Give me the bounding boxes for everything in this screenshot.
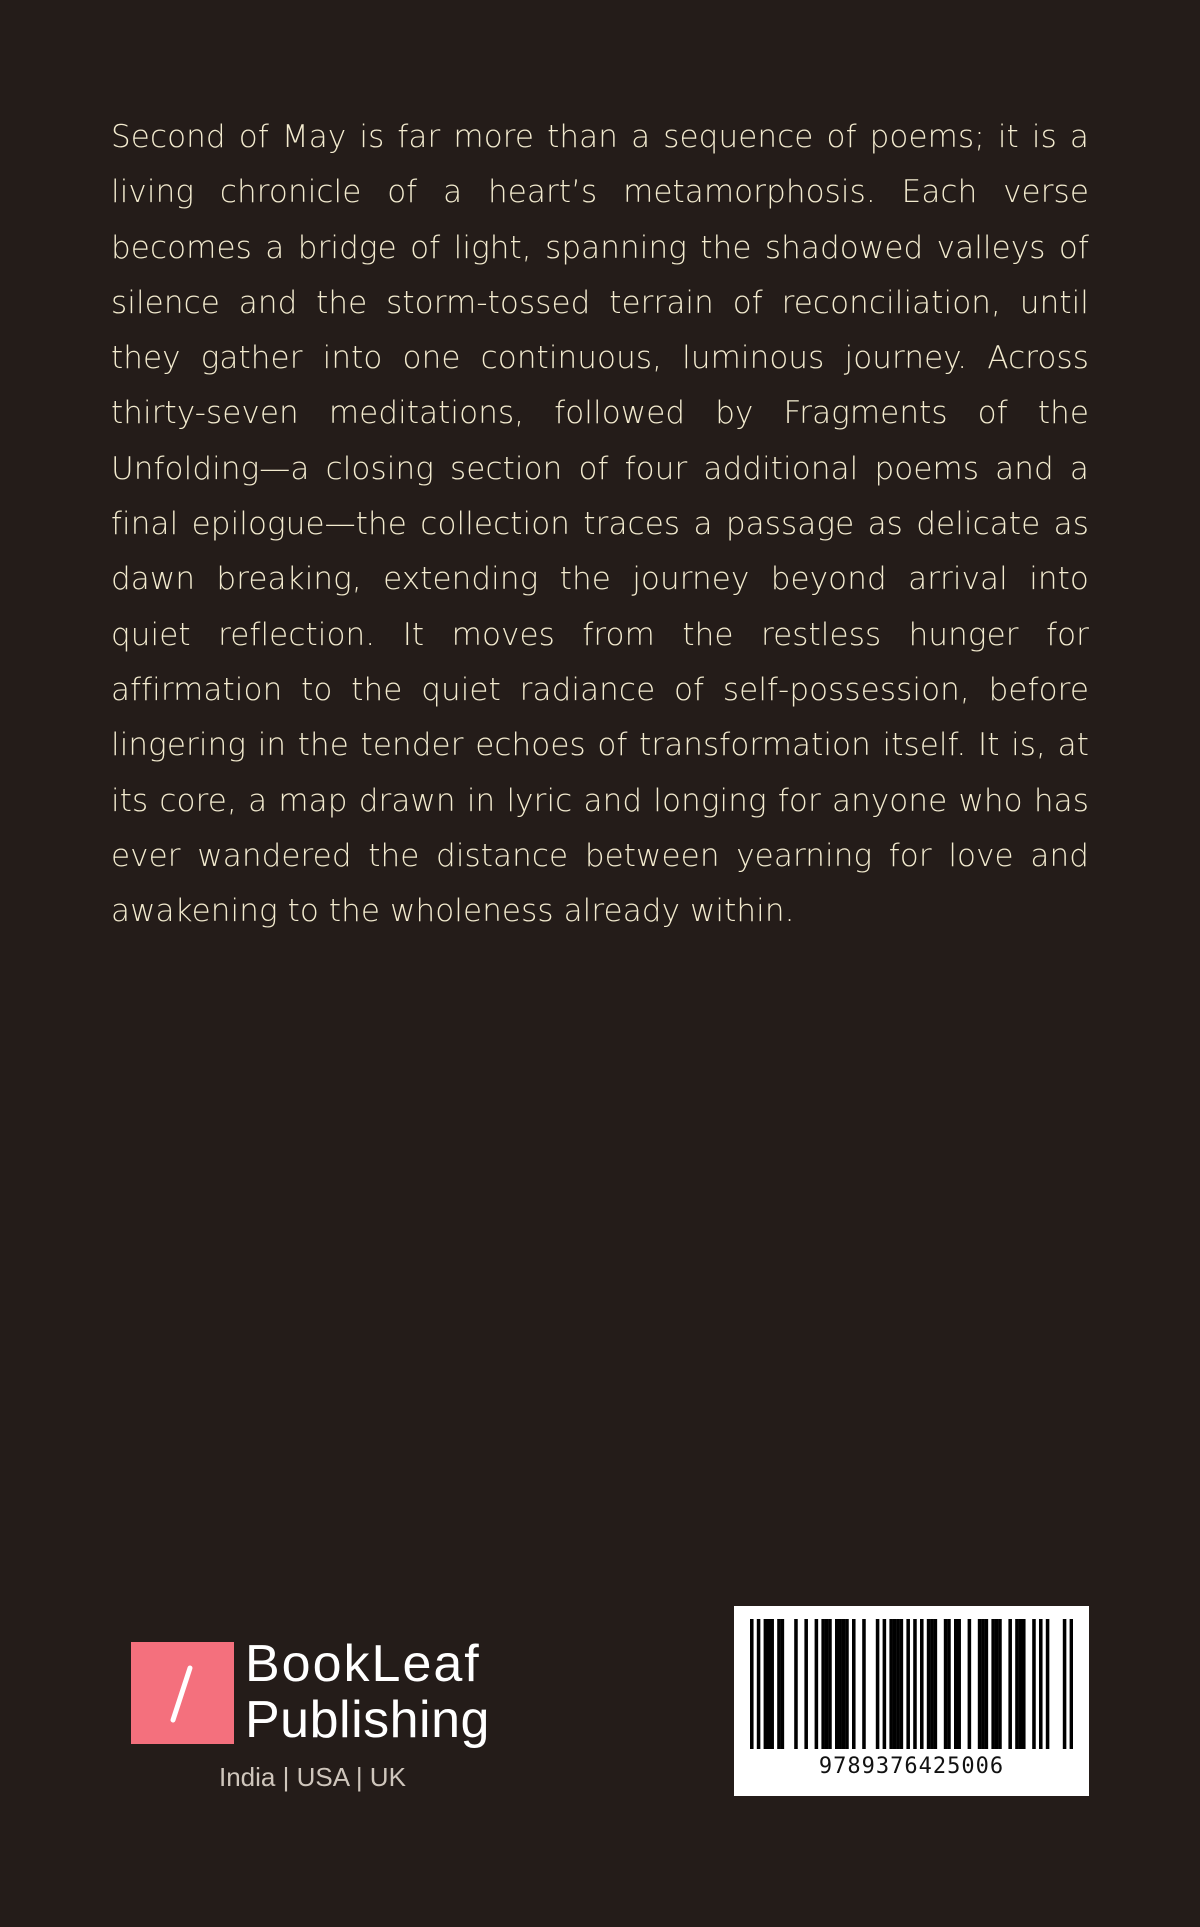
barcode-bar [794,1619,798,1749]
barcode-bar [1015,1619,1019,1749]
barcode-bar [862,1619,866,1749]
barcode-bar [930,1619,934,1749]
barcode-bar [1039,1619,1043,1749]
barcode-bar [883,1619,887,1749]
barcode-bar [1046,1619,1050,1749]
barcode-bar [981,1619,985,1749]
barcode-bar [934,1619,938,1749]
barcode-bar [876,1619,880,1749]
barcode-bar [842,1619,846,1749]
barcode-bar [957,1619,961,1749]
barcode-bar [995,1619,999,1749]
barcode-bar [777,1619,781,1749]
isbn-number: 9789376425006 [818,1754,1005,1779]
barcode-bar [1019,1619,1023,1749]
barcode-bar [947,1619,951,1749]
barcode-bar [852,1619,856,1749]
barcode-bar [750,1619,754,1749]
barcode-bar [985,1619,989,1749]
barcode-bar [978,1619,982,1749]
barcode-bar [1008,1619,1012,1749]
barcode-bar [920,1619,924,1749]
barcode-bar [889,1619,893,1749]
barcode-bar [825,1619,829,1749]
barcode-bar [815,1619,819,1749]
barcode-bar [1022,1619,1026,1749]
publisher-name [245,1636,490,1748]
slash-mark-icon [131,1642,234,1744]
barcode-bar [893,1619,897,1749]
barcode-bar [821,1619,825,1749]
barcode-bar [804,1619,808,1749]
barcode-bar [906,1619,910,1749]
barcode-bar [1063,1619,1067,1749]
barcode-bar [927,1619,931,1749]
barcode-icon [750,1619,1073,1749]
barcode-bar [998,1619,1002,1749]
barcode-bar [954,1619,958,1749]
barcode-bar [913,1619,917,1749]
isbn-barcode [734,1606,1089,1796]
barcode-bar [764,1619,768,1749]
barcode-bar [835,1619,839,1749]
barcode-bar [1070,1619,1073,1749]
publisher-logo [131,1636,531,1796]
publisher-regions: India | USA | UK [219,1762,406,1792]
back-cover-blurb: Second of May is far more than a sequence of poems; it is a living chronicle of a heart’s metamorphosis. Each verse becomes a bridge of light, spanning the shadowed valleys of silence and the storm-tossed terrain of reconciliation, until they gather into one continuous, luminous journey. Across thirty-seven meditations, followed by Fragments of the Unfolding—a closing section of four additional poems and a final epilogue—the collection traces a passage as delicate as dawn breaking, extending the journey beyond arrival into quiet reflection. It moves from the restless hunger for affirmation to the quiet radiance of self-possession, before lingering in the tender echoes of transformation itself. It is, at its core, a map drawn in lyric and longing for anyone who has ever wandered the distance between yearning for love and awakening to the wholeness already within. [111,119,1089,930]
barcode-bar [944,1619,948,1749]
barcode-bar [896,1619,900,1749]
barcode-bar [828,1619,832,1749]
barcode-bar [845,1619,849,1749]
publisher-name-line1: BookLeaf [245,1635,481,1693]
barcode-bar [991,1619,995,1749]
barcode-bar [757,1619,761,1749]
barcode-bar [838,1619,842,1749]
publisher-name-line2: Publishing [245,1691,490,1749]
barcode-bar [1032,1619,1036,1749]
barcode-bar [781,1619,785,1749]
barcode-bar [900,1619,904,1749]
barcode-bar [770,1619,774,1749]
barcode-bar [968,1619,972,1749]
barcode-bar [767,1619,771,1749]
